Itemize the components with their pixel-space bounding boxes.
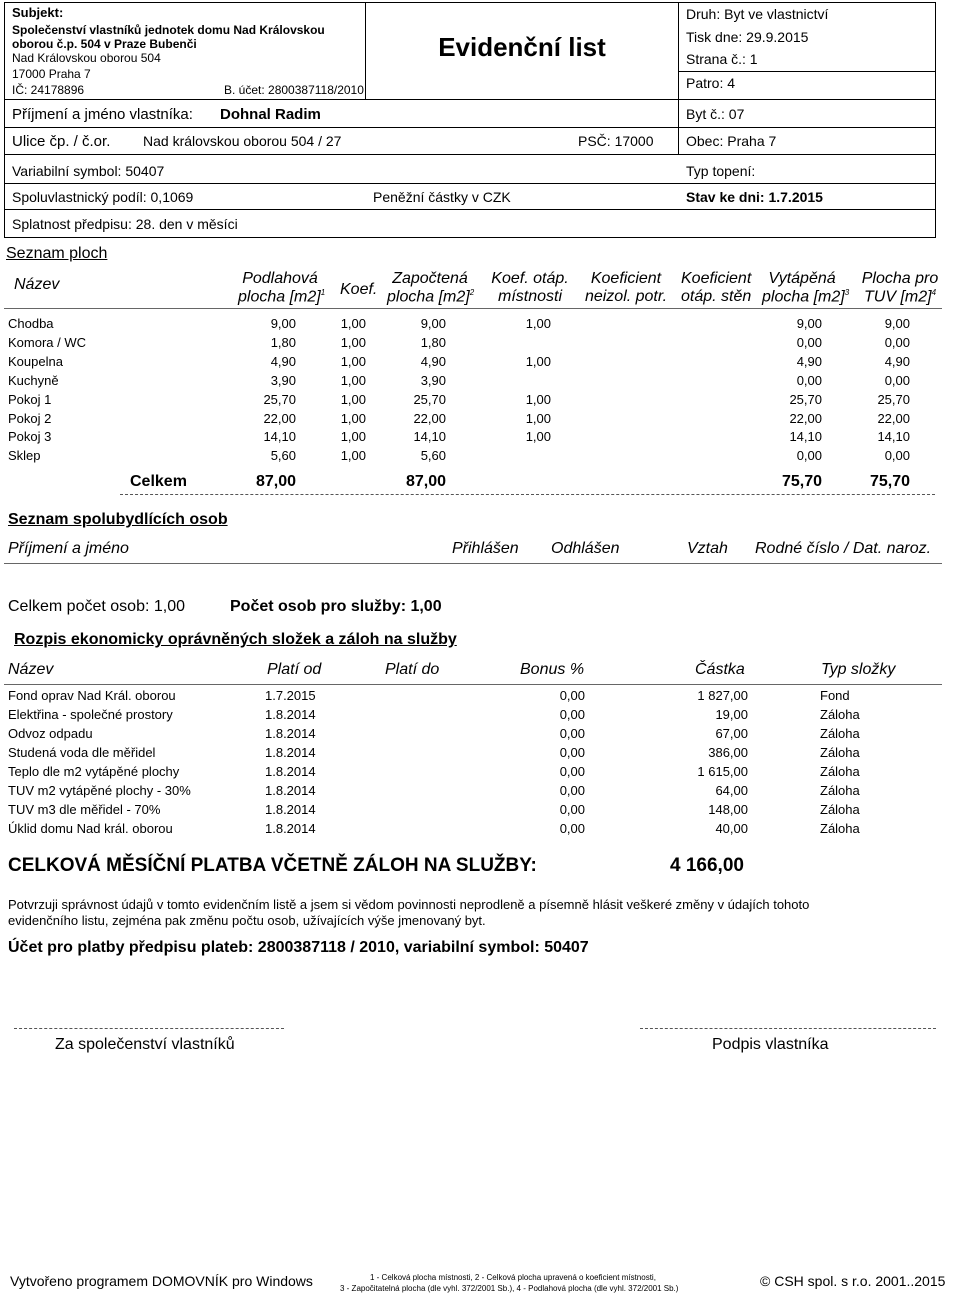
footer-program: Vytvořeno programem DOMOVNÍK pro Windows — [10, 1273, 313, 1289]
items-col-amount: Částka — [695, 661, 745, 678]
room-name: Chodba — [8, 316, 54, 331]
owner-name: Dohnal Radim — [220, 106, 321, 123]
room-heated-area: 0,00 — [796, 372, 822, 388]
subject-label: Subjekt: — [12, 5, 64, 20]
subject-account: B. účet: 2800387118/2010 — [224, 83, 364, 97]
signature-right-label: Podpis vlastníka — [712, 1036, 829, 1053]
col-header-insul-coef-2: neizol. potr. — [584, 288, 668, 305]
persons-col-deregistered: Odhlášen — [551, 540, 620, 557]
room-heat-coef: 1,00 — [525, 353, 551, 369]
signature-left-label: Za společenství vlastníků — [55, 1036, 235, 1053]
subject-name-2: oborou č.p. 504 v Praze Bubenči — [12, 37, 197, 51]
room-name: Koupelna — [8, 353, 63, 369]
room-counted-area: 25,70 — [413, 391, 446, 407]
room-coef: 1,00 — [340, 410, 366, 426]
item-bonus: 0,00 — [559, 707, 585, 722]
item-bonus: 0,00 — [559, 726, 585, 741]
room-coef: 1,00 — [340, 429, 366, 445]
state-date: Stav ke dni: 1.7.2015 — [686, 189, 823, 205]
items-col-name: Název — [8, 661, 54, 678]
item-valid-from: 1.7.2015 — [265, 688, 316, 703]
persons-col-relation: Vztah — [687, 540, 728, 557]
room-coef: 1,00 — [340, 334, 366, 350]
item-amount: 40,00 — [715, 821, 748, 836]
col-header-counted-2: plocha $[m2]^2$ — [387, 288, 475, 306]
room-heated-area: 14,10 — [789, 429, 822, 445]
room-coef: 1,00 — [340, 448, 366, 464]
room-counted-area: 1,80 — [420, 334, 446, 350]
item-valid-from: 1.8.2014 — [265, 802, 316, 817]
room-heat-coef: 1,00 — [525, 391, 551, 407]
room-counted-area: 22,00 — [413, 410, 446, 426]
signature-line-right — [640, 1028, 936, 1029]
room-name: Pokoj 1 — [8, 391, 52, 407]
col-header-floor-area-1: Podlahová — [242, 270, 318, 287]
room-coef: 1,00 — [340, 316, 366, 331]
due-date: Splatnost předpisu: 28. den v měsíci — [12, 216, 238, 232]
room-floor-area: 5,60 — [270, 448, 296, 464]
room-tuv-area: 22,00 — [877, 410, 910, 426]
item-bonus: 0,00 — [559, 764, 585, 779]
monthly-total-label: CELKOVÁ MĚSÍČNÍ PLATBA VČETNĚ ZÁLOH NA SLUŽBY: — [8, 855, 537, 876]
item-amount: 1 615,00 — [697, 764, 748, 779]
room-tuv-area: 9,00 — [884, 316, 910, 331]
item-name: TUV m3 dle měřidel - 70% — [8, 802, 161, 817]
psc-divider — [678, 99, 679, 155]
item-valid-from: 1.8.2014 — [265, 745, 316, 760]
patro-divider — [678, 71, 936, 72]
confirmation-line-2: evidenčního listu, zejména pak změnu počtu osob, užívajících výše jmenovaný byt. — [8, 913, 486, 928]
item-name: Fond oprav Nad Král. oborou — [8, 688, 176, 703]
room-floor-area: 9,00 — [270, 316, 296, 331]
room-floor-area: 3,90 — [270, 372, 296, 388]
room-tuv-area: 14,10 — [877, 429, 910, 445]
flat-number: Byt č.: 07 — [686, 106, 745, 122]
item-amount: 386,00 — [708, 745, 748, 760]
item-valid-from: 1.8.2014 — [265, 783, 316, 798]
rooms-total-line — [120, 494, 935, 495]
persons-col-registered: Přihlášen — [452, 540, 519, 557]
persons-col-birth: Rodné číslo / Dat. naroz. — [755, 540, 932, 557]
item-amount: 67,00 — [715, 726, 748, 741]
signature-line-left — [14, 1028, 284, 1029]
floor: Patro: 4 — [686, 75, 736, 91]
room-floor-area: 4,90 — [270, 353, 296, 369]
col-header-heat-coef-2: místnosti — [497, 288, 562, 305]
rooms-section-title: Seznam ploch — [6, 245, 108, 262]
room-floor-area: 22,00 — [263, 410, 296, 426]
room-tuv-area: 0,00 — [884, 334, 910, 350]
rooms-total-label: Celkem — [130, 473, 187, 490]
street-label: Ulice čp. / č.or. — [12, 133, 111, 150]
col-header-wall-coef-1: Koeficient — [681, 270, 752, 287]
rooms-total-tuv: 75,70 — [869, 473, 910, 490]
postal-code: PSČ: 17000 — [578, 133, 654, 149]
item-bonus: 0,00 — [559, 783, 585, 798]
item-amount: 148,00 — [708, 802, 748, 817]
document-title: Evidenční list — [438, 32, 606, 62]
item-type: Záloha — [820, 783, 860, 798]
room-tuv-area: 0,00 — [884, 372, 910, 388]
rooms-total-counted: 87,00 — [405, 473, 446, 490]
col-header-floor-area-2: plocha $[m2]^1$ — [238, 288, 326, 306]
room-tuv-area: 25,70 — [877, 391, 910, 407]
col-header-heated-2: plocha $[m2]^3$ — [762, 288, 850, 306]
room-counted-area: 9,00 — [420, 316, 446, 331]
room-heated-area: 4,90 — [796, 353, 822, 369]
col-header-heated-1: Vytápěná — [768, 270, 836, 287]
room-heated-area: 0,00 — [796, 334, 822, 350]
room-coef: 1,00 — [340, 372, 366, 388]
variable-symbol: Variabilní symbol: 50407 — [12, 163, 165, 179]
city: Obec: Praha 7 — [686, 133, 777, 149]
item-amount: 1 827,00 — [697, 688, 748, 703]
details-divider-2 — [4, 209, 936, 210]
heating-type: Typ topení: — [686, 163, 756, 179]
item-type: Fond — [820, 688, 850, 703]
items-col-to: Platí do — [385, 661, 440, 678]
room-counted-area: 14,10 — [413, 429, 446, 445]
subject-address: Nad Královskou oborou 504 — [12, 51, 161, 65]
page-number: Strana č.: 1 — [686, 51, 758, 67]
col-header-tuv-1: Plocha pro — [861, 270, 939, 287]
subject-city: 17000 Praha 7 — [12, 67, 91, 81]
payment-account: Účet pro platby předpisu plateb: 2800387118 / 2010, variabilní symbol: 50407 — [8, 939, 589, 956]
subject-ic: IČ: 24178896 — [12, 83, 85, 97]
col-header-name: Název — [14, 276, 60, 293]
room-coef: 1,00 — [340, 353, 366, 369]
item-valid-from: 1.8.2014 — [265, 821, 316, 836]
item-name: Teplo dle m2 vytápěné plochy — [8, 764, 180, 779]
item-name: TUV m2 vytápěné plochy - 30% — [8, 783, 191, 798]
room-counted-area: 4,90 — [420, 353, 446, 369]
items-col-bonus: Bonus % — [520, 661, 585, 678]
room-tuv-area: 0,00 — [884, 448, 910, 464]
col-header-coef: Koef. — [340, 281, 378, 298]
items-col-from: Platí od — [267, 661, 322, 678]
item-bonus: 0,00 — [559, 821, 585, 836]
item-name: Elektřina - společné prostory — [8, 707, 173, 722]
room-heat-coef: 1,00 — [525, 316, 551, 331]
items-col-type: Typ složky — [821, 661, 896, 678]
details-divider-1 — [4, 183, 936, 184]
rooms-total-heated: 75,70 — [781, 473, 822, 490]
room-name: Sklep — [8, 448, 41, 464]
room-heated-area: 25,70 — [789, 391, 822, 407]
room-heat-coef: 1,00 — [525, 429, 551, 445]
item-bonus: 0,00 — [559, 802, 585, 817]
items-section-title: Rozpis ekonomicky oprávněných složek a záloh na služby — [14, 631, 457, 648]
item-type: Záloha — [820, 745, 860, 760]
room-tuv-area: 4,90 — [884, 353, 910, 369]
persons-section-title: Seznam spolubydlících osob — [8, 511, 228, 528]
item-bonus: 0,00 — [559, 688, 585, 703]
room-name: Kuchyně — [8, 372, 59, 388]
item-amount: 19,00 — [715, 707, 748, 722]
room-heated-area: 0,00 — [796, 448, 822, 464]
item-type: Záloha — [820, 821, 860, 836]
persons-header-line — [4, 563, 942, 564]
item-amount: 64,00 — [715, 783, 748, 798]
item-type: Záloha — [820, 764, 860, 779]
confirmation-line-1: Potvrzuji správnost údajů v tomto evidenčním listě a jsem si vědom povinnosti neprodleně a písemně hlásit veškeré změny v údajích tohoto — [8, 897, 810, 912]
persons-count-services: Počet osob pro služby: 1,00 — [230, 598, 442, 615]
druh: Druh: Byt ve vlastnictví — [686, 6, 829, 22]
room-coef: 1,00 — [340, 391, 366, 407]
col-header-wall-coef-2: otáp. stěn — [681, 288, 752, 305]
room-floor-area: 14,10 — [263, 429, 296, 445]
room-heat-coef: 1,00 — [525, 410, 551, 426]
subject-name-1: Společenství vlastníků jednotek domu Nad Královskou — [12, 23, 325, 37]
street-value: Nad královskou oborou 504 / 27 — [143, 133, 342, 149]
item-name: Studená voda dle měřidel — [8, 745, 156, 760]
room-counted-area: 3,90 — [420, 372, 446, 388]
owner-label: Příjmení a jméno vlastníka: — [12, 106, 193, 123]
col-header-counted-1: Započtená — [392, 270, 468, 287]
room-floor-area: 25,70 — [263, 391, 296, 407]
room-heated-area: 22,00 — [789, 410, 822, 426]
print-date: Tisk dne: 29.9.2015 — [686, 29, 809, 45]
item-bonus: 0,00 — [559, 745, 585, 760]
room-heated-area: 9,00 — [796, 316, 822, 331]
item-type: Záloha — [820, 726, 860, 741]
footer-note-2: 3 - Započitatelná plocha (dle vyhl. 372/2001 Sb.), 4 - Podlahová plocha (dle vyhl. 372/2001 Sb.) — [340, 1284, 679, 1293]
col-header-heat-coef-1: Koef. otáp. — [491, 270, 569, 287]
col-header-insul-coef-1: Koeficient — [590, 270, 662, 287]
room-name: Komora / WC — [8, 334, 87, 350]
room-name: Pokoj 2 — [8, 410, 52, 426]
persons-count: Celkem počet osob: 1,00 — [8, 598, 185, 615]
col-header-tuv-2: TUV $[m2]^4$ — [864, 288, 937, 306]
monthly-total-value: 4 166,00 — [670, 855, 744, 876]
footer-note-1: 1 - Celková plocha místnosti, 2 - Celková plocha upravená o koeficient místnosti, — [370, 1273, 656, 1282]
item-name: Odvoz odpadu — [8, 726, 93, 741]
rooms-total-floor: 87,00 — [255, 473, 296, 490]
item-valid-from: 1.8.2014 — [265, 764, 316, 779]
room-counted-area: 5,60 — [420, 448, 446, 464]
item-valid-from: 1.8.2014 — [265, 726, 316, 741]
room-name: Pokoj 3 — [8, 429, 52, 445]
item-name: Úklid domu Nad král. oborou — [8, 821, 173, 836]
rooms-header-line — [4, 308, 942, 309]
persons-col-name: Příjmení a jméno — [8, 540, 129, 557]
currency-note: Peněžní částky v CZK — [373, 189, 511, 205]
room-floor-area: 1,80 — [270, 334, 296, 350]
item-type: Záloha — [820, 707, 860, 722]
items-header-line — [4, 684, 942, 685]
ownership-share: Spoluvlastnický podíl: 0,1069 — [12, 189, 194, 205]
item-valid-from: 1.8.2014 — [265, 707, 316, 722]
item-type: Záloha — [820, 802, 860, 817]
footer-copyright: © CSH spol. s r.o. 2001..2015 — [760, 1273, 946, 1289]
